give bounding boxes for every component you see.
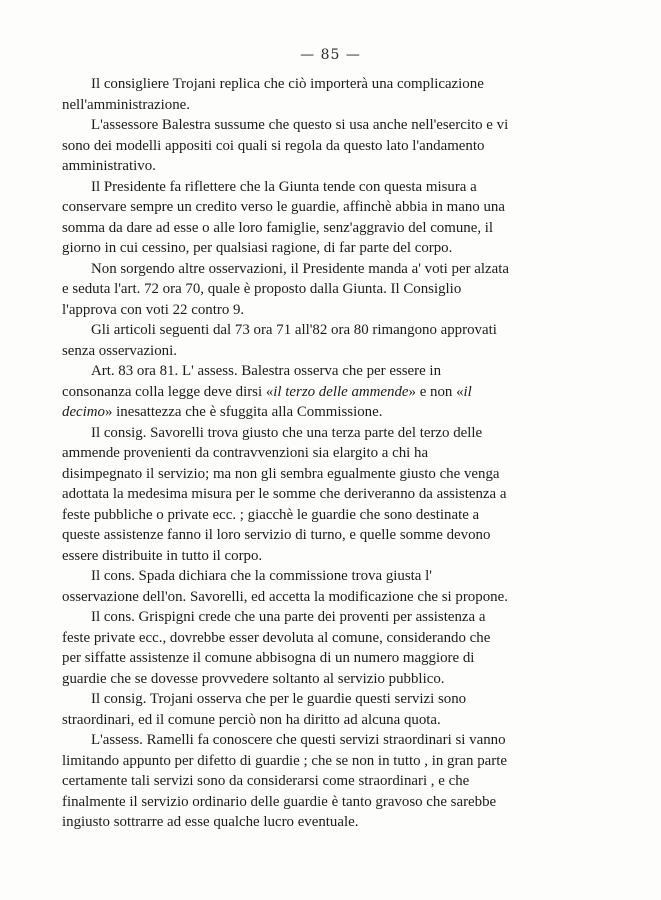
paragraph-spada: Il cons. Spada dichiara che la commissione trova giusta l' osservazione dell'on. Savorelli, ed accetta la modificazione che si propone. (62, 568, 508, 605)
art83-text-after: » inesattezza che è sfuggita alla Commissione. (105, 404, 383, 420)
body-text (62, 74, 510, 833)
paragraph-art83 (62, 361, 510, 423)
paragraph-ramelli: L'assess. Ramelli fa conoscere che questi servizi straordinari si vanno limitando appunto per difetto di guardie ; che se non in tutto , in gran parte certamente tali servizi sono da considerarsi come straordinari , e che finalmente il servizio ordinario delle guardie è tanto gravoso che sarebbe ingiusto sottrarre ad esse qualche lucro eventuale. (62, 732, 507, 830)
art83-italic-terzo: il terzo delle ammende (273, 383, 409, 400)
paragraph-grispigni: Il cons. Grispigni crede che una parte dei proventi per assistenza a feste private ecc., dovrebbe esser devoluta al comune, considerando che per siffatte assistenze il comune abbisogna di un numero maggiore di guardie che se dovesse provvedere soltanto al servizio pubblico. (62, 609, 491, 687)
art83-text-before: Art. 83 ora 81. L' assess. Balestra osserva che per essere in consonanza colla legge deve dirsi « (62, 363, 442, 400)
paragraph-presidente-giunta: Il Presidente fa riflettere che la Giunta tende con questa misura a conservare sempre un credito verso le guardie, affinchè abbia in mano una somma da dare ad esse o alle loro famiglie, senz'aggravio del comune, il giorno in cui cessino, per qualsiasi ragione, di far parte del corpo. (62, 178, 505, 256)
paragraph-trojani-replica: Il consigliere Trojani replica che ciò importerà una complicazione nell'amministrazione. (62, 76, 484, 113)
paragraph-savorelli: Il consig. Savorelli trova giusto che una terza parte del terzo delle ammende provenienti da contravvenzioni sia elargito a chi ha disimpegnato il servizio; ma non gli sembra egualmente giusto che venga adottata la medesima misura per le somme che deriveranno da assistenza a feste pubbliche o private ecc. ; giacchè le guardie che sono destinate a queste assistenze fanno il loro servizio di turno, e quelle somme devono essere distribuite in tutto il corpo. (62, 424, 507, 564)
art83-text-middle: » e non « (408, 383, 464, 400)
paragraph-balestra-esercito: L'assessore Balestra sussume che questo si usa anche nell'esercito e vi sono dei modelli appositi coi quali si regola da questo lato l'andamento amministrativo. (62, 117, 509, 174)
art83-italic-decimo: il decimo (62, 383, 472, 420)
paragraph-votazione-art72: Non sorgendo altre osservazioni, il Presidente manda a' voti per alzata e seduta l'art. 72 ora 70, quale è proposto dalla Giunta. Il Consiglio l'approva con voti 22 contro 9. (62, 260, 509, 318)
paragraph-articoli-approvati: Gli articoli seguenti dal 73 ora 71 all'82 ora 80 rimangono approvati senza osservazioni. (62, 322, 497, 359)
paragraph-trojani-straordinari: Il consig. Trojani osserva che per le guardie questi servizi sono straordinari, ed il comune perciò non ha diritto ad alcuna quota. (62, 691, 467, 728)
page-number: — 85 — (300, 47, 361, 63)
